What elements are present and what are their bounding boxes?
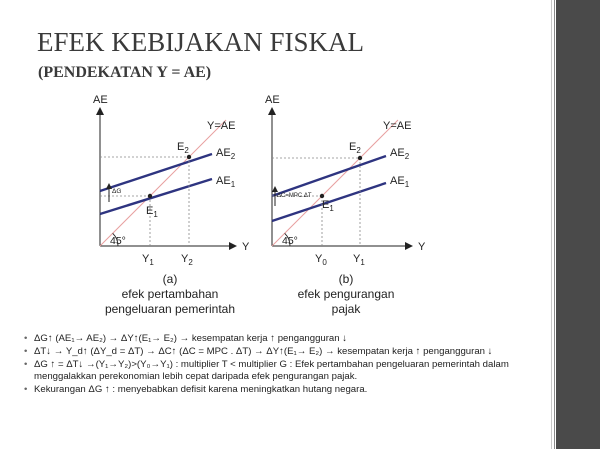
panel-a-tick-y1: $Y_1$: [142, 253, 154, 267]
panel-a-tick-y2: $Y_2$: [181, 253, 193, 267]
panel-a-e1-label: $E_1$: [146, 205, 158, 219]
panel-b-ae2-label: $AE_2$: [390, 147, 410, 161]
panel-b-letter: (b): [338, 272, 354, 286]
panel-a-angle-label: 45°: [110, 235, 126, 247]
bullet-item: • ΔG↑ (AE₁→ AE₂) → ΔY↑(E₁→ E₂) → kesempatan kerja ↑ pengangguran ↓: [24, 333, 576, 345]
panel-b-caption-line-2: pajak: [331, 302, 361, 316]
panel-b-caption-line-1: efek pengurangan: [297, 287, 395, 301]
panel-a-y-axis-label: AE: [93, 94, 108, 106]
slide-subtitle: (PENDEKATAN Y = AE): [38, 64, 212, 81]
panel-b-45-degree-line: [272, 120, 398, 246]
panel-b-e1-point: [320, 194, 324, 198]
panel-a-graph: [93, 94, 250, 267]
panel-a-ae2-label: $AE_2$: [216, 147, 236, 161]
panel-a-ae1-label: $AE_1$: [216, 175, 236, 189]
bullet-item: • ΔG ↑ = ΔT↓ →(Y₁→Y₂)>(Y₀→Y₁) : multiplier T < multiplier G : Efek pertambahan pengeluaran pemerintah dalam menggalakkan perekonomian lebih cepat daripada efek pengurangan pajak.: [24, 359, 554, 383]
panel-b-shift-label: ΔC=MPC.ΔT: [277, 193, 312, 199]
panel-b-45-line-label: Y=AE: [383, 120, 412, 132]
panel-a-shift-label: ΔG: [112, 188, 122, 195]
panel-b-x-axis-label: Y: [418, 241, 426, 253]
panel-b-e1-label: $E_1$: [322, 199, 334, 213]
panel-a-45-line-label: Y=AE: [207, 120, 236, 132]
bullet-item: • Kekurangan ΔG ↑ : menyebabkan defisit karena meningkatkan hutang negara.: [24, 384, 576, 396]
panel-b-y-axis-label: AE: [265, 94, 280, 106]
panel-b-e2-point: [358, 156, 362, 160]
panel-b-ae1-label: $AE_1$: [390, 175, 410, 189]
panel-a-letter: (a): [162, 272, 178, 286]
bullet-list: [24, 333, 576, 397]
panel-a-e1-point: [148, 194, 152, 198]
panel-a-caption-line-2: pengeluaran pemerintah: [104, 302, 236, 316]
panel-a-e2-point: [187, 155, 191, 159]
panel-a-caption-line-1: efek pertambahan: [121, 287, 219, 301]
panel-b-caption: [276, 272, 416, 317]
panel-a-e2-label: $E_2$: [177, 141, 189, 155]
slide-title: EFEK KEBIJAKAN FISKAL: [37, 27, 365, 57]
panel-a-45-degree-line: [100, 120, 226, 246]
panel-a-x-axis-label: Y: [242, 241, 250, 253]
panel-b-ae2-line: [272, 156, 386, 196]
bullet-item: • ΔT↓ → Y_d↑ (ΔY_d = ΔT) → ΔC↑ (ΔC = MPC . ΔT) → ΔY↑(E₁→ E₂) → kesempatan kerja ↑ pengangguran ↓: [24, 346, 576, 358]
panel-a-caption: [100, 272, 240, 317]
panel-b-graph: [265, 94, 426, 267]
panel-b-tick-y1: $Y_1$: [353, 253, 365, 267]
panel-b-tick-y0: $Y_0$: [315, 253, 327, 267]
panel-b-e2-label: $E_2$: [349, 141, 361, 155]
panel-b-angle-label: 45°: [282, 235, 298, 247]
